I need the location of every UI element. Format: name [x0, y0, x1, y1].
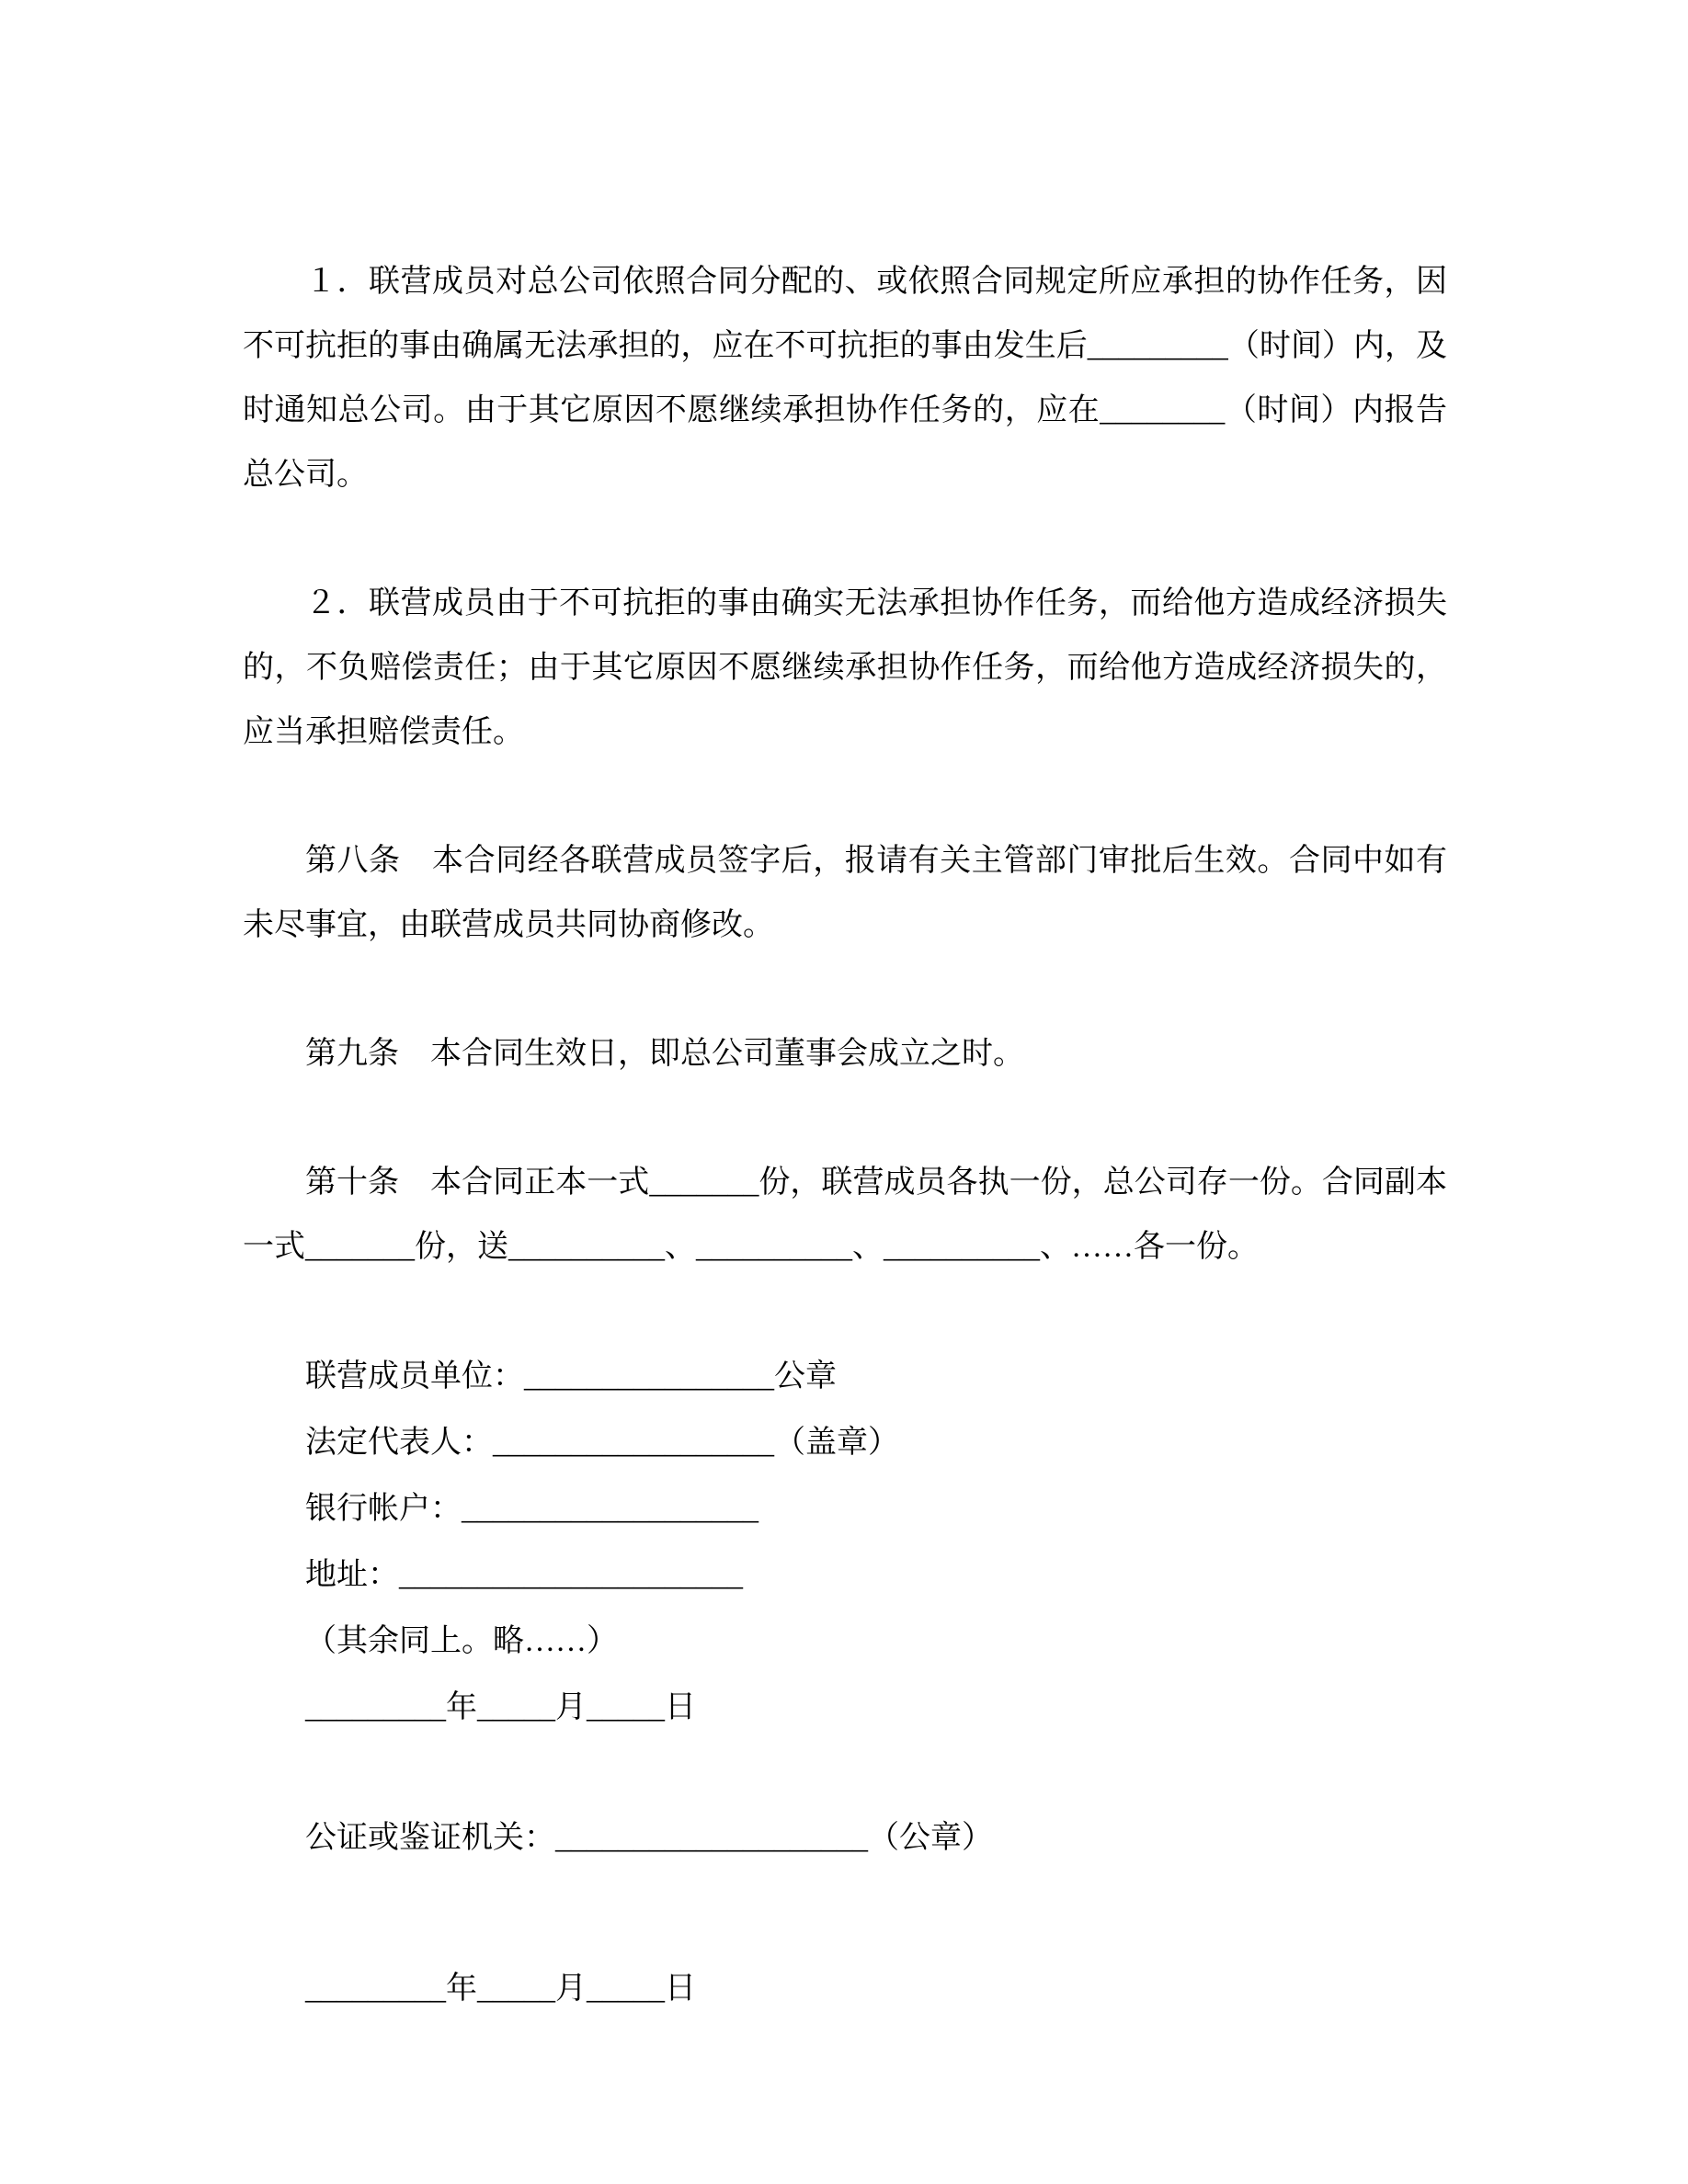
clause-item-2: ２．联营成员由于不可抗拒的事由确实无法承担协作任务，而给他方造成经济损失的，不负赔偿责任；由于其它原因不愿继续承担协作任务，而给他方造成经济损失的，应当承担赔偿责任。: [243, 586, 1447, 749]
contract-body: [243, 250, 1447, 1280]
notary-date-line: _________年_____月_____日: [305, 1972, 696, 2006]
clause-item-1: １．联营成员对总公司依照合同分配的、或依照合同规定所应承担的协作任务，因不可抗拒的事由确属无法承担的，应在不可抗拒的事由发生后_________（时间）内，及时通知总公司。由于其它原因不愿继续承担协作任务的，应在________（时间）内报告总公司。: [243, 265, 1447, 492]
signature-block: [243, 1344, 1447, 1741]
notary-block: [243, 1805, 1447, 2022]
notary-authority-line: 公证或鉴证机关：____________________（公章）: [305, 1821, 993, 1855]
address-line: 地址：______________________: [305, 1558, 743, 1592]
article-8: 第八条 本合同经各联营成员签字后，报请有关主管部门审批后生效。合同中如有未尽事宜，由联营成员共同协商修改。: [243, 844, 1447, 942]
signature-date-line: _________年_____月_____日: [305, 1690, 696, 1724]
member-unit-line: 联营成员单位：________________公章: [305, 1359, 837, 1393]
article-9: 第九条 本合同生效日，即总公司董事会成立之时。: [305, 1037, 1024, 1071]
bank-account-line: 银行帐户：___________________: [305, 1492, 758, 1526]
ditto-note-line: （其余同上。略……）: [305, 1624, 618, 1658]
legal-representative-line: 法定代表人：__________________（盖章）: [305, 1426, 899, 1460]
article-10: 第十条 本合同正本一式_______份，联营成员各执一份，总公司存一份。合同副本一式_______份，送__________、__________、__________、……各一份。: [243, 1166, 1447, 1264]
